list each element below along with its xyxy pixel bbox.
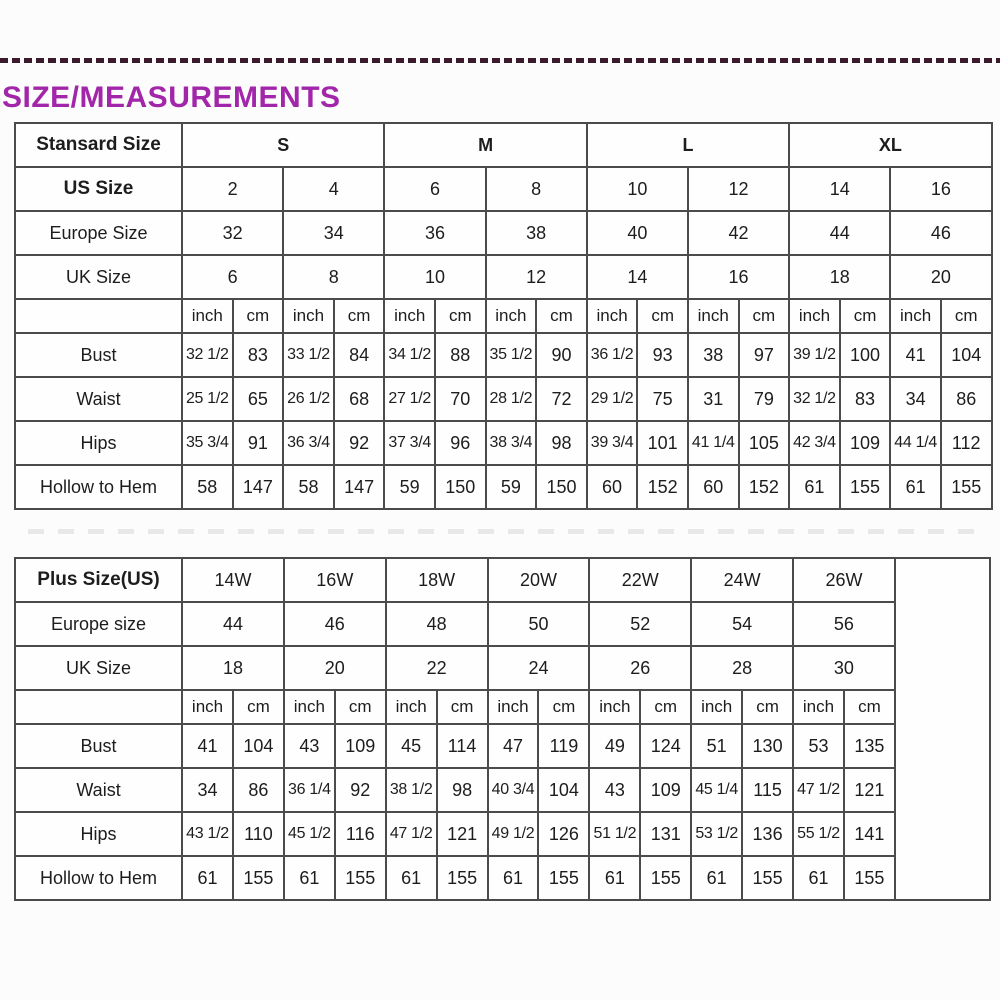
unit-header-cell: cm	[739, 299, 790, 333]
unit-header-cell: cm	[335, 690, 386, 724]
size-value-cell: 2	[182, 167, 283, 211]
size-value-cell: 14	[587, 255, 688, 299]
measure-value-cell: 110	[233, 812, 284, 856]
measure-value-cell: 35 1/2	[486, 333, 537, 377]
size-value-cell: 26	[589, 646, 691, 690]
measure-value-cell: 90	[536, 333, 587, 377]
measure-value-cell: 61	[789, 465, 840, 509]
unit-header-cell: inch	[284, 690, 335, 724]
measure-value-cell: 61	[589, 856, 640, 900]
measure-value-cell: 40 3/4	[488, 768, 539, 812]
measure-value-cell: 121	[844, 768, 895, 812]
size-value-cell: 52	[589, 602, 691, 646]
size-value-cell: 24	[488, 646, 590, 690]
measure-value-cell: 131	[640, 812, 691, 856]
size-value-cell: 18	[182, 646, 284, 690]
measure-value-cell: 155	[437, 856, 488, 900]
size-value-cell: 16	[890, 167, 991, 211]
measure-value-cell: 75	[637, 377, 688, 421]
measure-value-cell: 150	[435, 465, 486, 509]
row-label: Waist	[15, 768, 182, 812]
measure-value-cell: 28 1/2	[486, 377, 537, 421]
size-group-cell: 14W	[182, 558, 284, 602]
size-group-cell: 18W	[386, 558, 488, 602]
unit-header-cell: inch	[691, 690, 742, 724]
size-value-cell: 16	[688, 255, 789, 299]
measure-value-cell: 101	[637, 421, 688, 465]
measure-value-cell: 92	[334, 421, 385, 465]
empty-cell	[15, 690, 182, 724]
size-value-cell: 6	[384, 167, 485, 211]
measure-value-cell: 61	[284, 856, 335, 900]
size-group-cell: L	[587, 123, 789, 167]
measure-value-cell: 58	[283, 465, 334, 509]
size-group-cell: M	[384, 123, 586, 167]
size-value-cell: 22	[386, 646, 488, 690]
measure-value-cell: 47	[488, 724, 539, 768]
measure-value-cell: 130	[742, 724, 793, 768]
section-divider	[28, 529, 978, 534]
measure-value-cell: 126	[538, 812, 589, 856]
measure-value-cell: 41	[182, 724, 233, 768]
size-value-cell: 8	[283, 255, 384, 299]
top-dashed-divider	[0, 58, 1000, 63]
empty-cell	[895, 558, 990, 900]
size-value-cell: 42	[688, 211, 789, 255]
measure-value-cell: 124	[640, 724, 691, 768]
measure-value-cell: 38	[688, 333, 739, 377]
measure-value-cell: 92	[335, 768, 386, 812]
measure-value-cell: 41	[890, 333, 941, 377]
measure-value-cell: 43 1/2	[182, 812, 233, 856]
measure-value-cell: 29 1/2	[587, 377, 638, 421]
table-header-label: Plus Size(US)	[15, 558, 182, 602]
row-label: UK Size	[15, 646, 182, 690]
unit-header-cell: cm	[233, 299, 284, 333]
measure-value-cell: 35 3/4	[182, 421, 233, 465]
measure-value-cell: 119	[538, 724, 589, 768]
measure-value-cell: 98	[536, 421, 587, 465]
measure-value-cell: 60	[587, 465, 638, 509]
measure-value-cell: 109	[335, 724, 386, 768]
measure-value-cell: 49	[589, 724, 640, 768]
measure-value-cell: 70	[435, 377, 486, 421]
size-value-cell: 18	[789, 255, 890, 299]
measure-value-cell: 55 1/2	[793, 812, 844, 856]
measure-value-cell: 47 1/2	[386, 812, 437, 856]
measure-value-cell: 86	[941, 377, 992, 421]
unit-header-cell: inch	[890, 299, 941, 333]
measure-value-cell: 150	[536, 465, 587, 509]
measure-value-cell: 68	[334, 377, 385, 421]
size-value-cell: 6	[182, 255, 283, 299]
measure-value-cell: 147	[233, 465, 284, 509]
measure-value-cell: 41 1/4	[688, 421, 739, 465]
size-value-cell: 4	[283, 167, 384, 211]
size-group-cell: 26W	[793, 558, 895, 602]
measure-value-cell: 104	[233, 724, 284, 768]
measure-value-cell: 155	[335, 856, 386, 900]
measure-value-cell: 72	[536, 377, 587, 421]
measure-value-cell: 51	[691, 724, 742, 768]
row-label: Hollow to Hem	[15, 856, 182, 900]
row-label: Waist	[15, 377, 182, 421]
unit-header-cell: inch	[486, 299, 537, 333]
measure-value-cell: 33 1/2	[283, 333, 334, 377]
measure-value-cell: 31	[688, 377, 739, 421]
measure-value-cell: 44 1/4	[890, 421, 941, 465]
measure-value-cell: 105	[739, 421, 790, 465]
measure-value-cell: 27 1/2	[384, 377, 435, 421]
measure-value-cell: 115	[742, 768, 793, 812]
size-group-cell: S	[182, 123, 384, 167]
measure-value-cell: 88	[435, 333, 486, 377]
measure-value-cell: 45 1/4	[691, 768, 742, 812]
row-label: Europe Size	[15, 211, 182, 255]
size-value-cell: 8	[486, 167, 587, 211]
measure-value-cell: 39 1/2	[789, 333, 840, 377]
measure-value-cell: 61	[182, 856, 233, 900]
measure-value-cell: 34	[890, 377, 941, 421]
measure-value-cell: 53	[793, 724, 844, 768]
measure-value-cell: 59	[486, 465, 537, 509]
measure-value-cell: 96	[435, 421, 486, 465]
unit-header-cell: cm	[637, 299, 688, 333]
unit-header-cell: inch	[488, 690, 539, 724]
measure-value-cell: 104	[941, 333, 992, 377]
measure-value-cell: 147	[334, 465, 385, 509]
unit-header-cell: cm	[233, 690, 284, 724]
unit-header-cell: cm	[536, 299, 587, 333]
measure-value-cell: 34	[182, 768, 233, 812]
row-label: Bust	[15, 333, 182, 377]
unit-header-cell: inch	[589, 690, 640, 724]
unit-header-cell: cm	[742, 690, 793, 724]
measure-value-cell: 36 1/4	[284, 768, 335, 812]
measure-value-cell: 42 3/4	[789, 421, 840, 465]
measure-value-cell: 91	[233, 421, 284, 465]
measure-value-cell: 136	[742, 812, 793, 856]
size-group-cell: 22W	[589, 558, 691, 602]
size-value-cell: 32	[182, 211, 283, 255]
size-value-cell: 38	[486, 211, 587, 255]
measure-value-cell: 155	[844, 856, 895, 900]
measure-value-cell: 83	[233, 333, 284, 377]
standard-size-table	[14, 122, 993, 510]
plus-size-table	[14, 557, 991, 901]
measure-value-cell: 49 1/2	[488, 812, 539, 856]
measure-value-cell: 121	[437, 812, 488, 856]
row-label: Hollow to Hem	[15, 465, 182, 509]
size-value-cell: 10	[384, 255, 485, 299]
row-label: Bust	[15, 724, 182, 768]
measure-value-cell: 135	[844, 724, 895, 768]
measure-value-cell: 37 3/4	[384, 421, 435, 465]
measure-value-cell: 38 3/4	[486, 421, 537, 465]
measure-value-cell: 112	[941, 421, 992, 465]
unit-header-cell: inch	[688, 299, 739, 333]
measure-value-cell: 60	[688, 465, 739, 509]
unit-header-cell: inch	[182, 690, 233, 724]
measure-value-cell: 51 1/2	[589, 812, 640, 856]
measure-value-cell: 47 1/2	[793, 768, 844, 812]
measure-value-cell: 83	[840, 377, 891, 421]
measure-value-cell: 141	[844, 812, 895, 856]
size-value-cell: 20	[890, 255, 991, 299]
measure-value-cell: 32 1/2	[182, 333, 233, 377]
size-group-cell: 20W	[488, 558, 590, 602]
measure-value-cell: 97	[739, 333, 790, 377]
measure-value-cell: 155	[640, 856, 691, 900]
measure-value-cell: 100	[840, 333, 891, 377]
size-value-cell: 44	[182, 602, 284, 646]
measure-value-cell: 109	[840, 421, 891, 465]
measure-value-cell: 155	[742, 856, 793, 900]
unit-header-cell: cm	[435, 299, 486, 333]
size-value-cell: 34	[283, 211, 384, 255]
measure-value-cell: 61	[890, 465, 941, 509]
size-group-cell: 16W	[284, 558, 386, 602]
measure-value-cell: 32 1/2	[789, 377, 840, 421]
measure-value-cell: 59	[384, 465, 435, 509]
unit-header-cell: inch	[793, 690, 844, 724]
measure-value-cell: 43	[589, 768, 640, 812]
measure-value-cell: 25 1/2	[182, 377, 233, 421]
size-value-cell: 28	[691, 646, 793, 690]
size-group-cell: 24W	[691, 558, 793, 602]
measure-value-cell: 34 1/2	[384, 333, 435, 377]
size-value-cell: 10	[587, 167, 688, 211]
row-label: Hips	[15, 812, 182, 856]
measure-value-cell: 38 1/2	[386, 768, 437, 812]
measure-value-cell: 116	[335, 812, 386, 856]
measure-value-cell: 45	[386, 724, 437, 768]
size-value-cell: 30	[793, 646, 895, 690]
measure-value-cell: 114	[437, 724, 488, 768]
size-value-cell: 56	[793, 602, 895, 646]
row-label: US Size	[15, 167, 182, 211]
size-value-cell: 46	[890, 211, 991, 255]
measure-value-cell: 152	[739, 465, 790, 509]
row-label: UK Size	[15, 255, 182, 299]
unit-header-cell: inch	[283, 299, 334, 333]
measure-value-cell: 93	[637, 333, 688, 377]
size-group-cell: XL	[789, 123, 991, 167]
unit-header-cell: inch	[789, 299, 840, 333]
measure-value-cell: 155	[538, 856, 589, 900]
measure-value-cell: 43	[284, 724, 335, 768]
measure-value-cell: 53 1/2	[691, 812, 742, 856]
size-value-cell: 40	[587, 211, 688, 255]
measure-value-cell: 58	[182, 465, 233, 509]
measure-value-cell: 104	[538, 768, 589, 812]
measure-value-cell: 39 3/4	[587, 421, 638, 465]
measure-value-cell: 155	[233, 856, 284, 900]
measure-value-cell: 36 3/4	[283, 421, 334, 465]
size-value-cell: 20	[284, 646, 386, 690]
unit-header-cell: cm	[334, 299, 385, 333]
size-value-cell: 12	[486, 255, 587, 299]
measure-value-cell: 152	[637, 465, 688, 509]
size-value-cell: 48	[386, 602, 488, 646]
measure-value-cell: 65	[233, 377, 284, 421]
unit-header-cell: cm	[538, 690, 589, 724]
unit-header-cell: cm	[941, 299, 992, 333]
measure-value-cell: 84	[334, 333, 385, 377]
unit-header-cell: cm	[640, 690, 691, 724]
measure-value-cell: 79	[739, 377, 790, 421]
unit-header-cell: inch	[182, 299, 233, 333]
row-label: Europe size	[15, 602, 182, 646]
empty-cell	[15, 299, 182, 333]
size-value-cell: 36	[384, 211, 485, 255]
measure-value-cell: 155	[840, 465, 891, 509]
row-label: Hips	[15, 421, 182, 465]
measure-value-cell: 109	[640, 768, 691, 812]
table-header-label: Stansard Size	[15, 123, 182, 167]
unit-header-cell: cm	[437, 690, 488, 724]
unit-header-cell: inch	[587, 299, 638, 333]
size-value-cell: 12	[688, 167, 789, 211]
size-value-cell: 14	[789, 167, 890, 211]
size-value-cell: 46	[284, 602, 386, 646]
measure-value-cell: 61	[691, 856, 742, 900]
measure-value-cell: 36 1/2	[587, 333, 638, 377]
page-title: SIZE/MEASUREMENTS	[2, 81, 341, 114]
unit-header-cell: cm	[844, 690, 895, 724]
size-value-cell: 44	[789, 211, 890, 255]
unit-header-cell: inch	[386, 690, 437, 724]
measure-value-cell: 61	[488, 856, 539, 900]
measure-value-cell: 26 1/2	[283, 377, 334, 421]
measure-value-cell: 155	[941, 465, 992, 509]
unit-header-cell: inch	[384, 299, 435, 333]
measure-value-cell: 61	[386, 856, 437, 900]
measure-value-cell: 61	[793, 856, 844, 900]
measure-value-cell: 45 1/2	[284, 812, 335, 856]
size-value-cell: 50	[488, 602, 590, 646]
measure-value-cell: 98	[437, 768, 488, 812]
unit-header-cell: cm	[840, 299, 891, 333]
measure-value-cell: 86	[233, 768, 284, 812]
size-value-cell: 54	[691, 602, 793, 646]
